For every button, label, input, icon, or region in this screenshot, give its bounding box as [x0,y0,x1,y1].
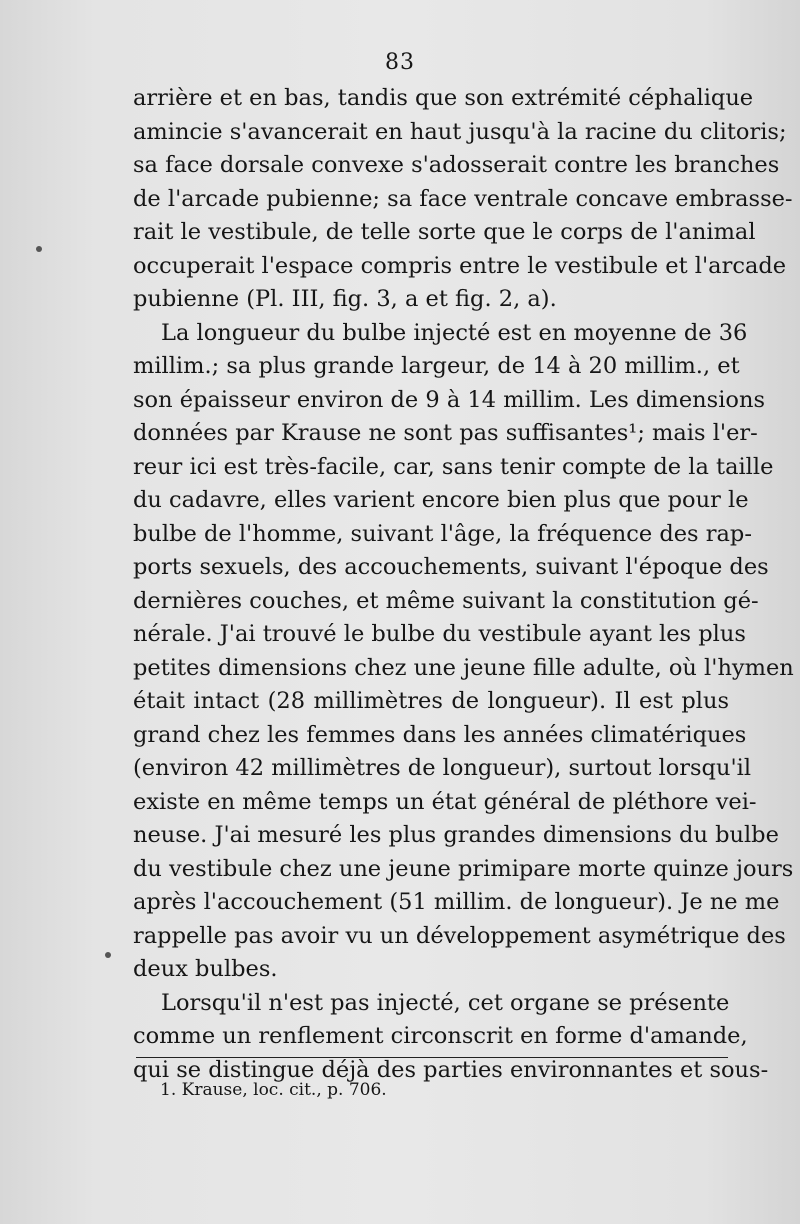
margin-speck [36,246,42,252]
text-line: bulbe de l'homme, suivant l'âge, la fréquence des rap- [133,520,752,547]
text-line: amincie s'avancerait en haut jusqu'à la racine du clitoris; [133,118,787,145]
text-line: occuperait l'espace compris entre le vestibule et l'arcade [133,252,787,279]
paragraph-start-line: La longueur du bulbe injecté est en moyenne de 36 [161,319,748,346]
text-line: reur ici est très-facile, car, sans tenir compte de la taille [133,453,774,480]
text-line: arrière et en bas, tandis que son extrémité céphalique [133,85,754,111]
text-line: deux bulbes. [133,956,278,982]
text-line: après l'accouchement (51 millim. de longueur). Je ne me [133,889,780,915]
text-line: neuse. J'ai mesuré les plus grandes dimensions du bulbe [133,822,779,848]
text-line: millim.; sa plus grande largeur, de 14 à 20 millim., et [133,353,740,379]
text-line: existe en même temps un état général de pléthore vei- [133,788,757,815]
text-line: rappelle pas avoir vu un développement asymétrique des [133,922,786,949]
text-line: données par Krause ne sont pas suffisantes¹; mais l'er- [133,420,758,446]
page-number: 83 [385,50,415,75]
margin-speck [105,952,111,958]
text-line: petites dimensions chez une jeune fille adulte, où l'hymen [133,654,794,681]
footnote: 1. Krause, loc. cit., p. 706. [160,1080,387,1100]
text-line: comme un renflement circonscrit en forme d'amande, [133,1023,748,1049]
text-line: de l'arcade pubienne; sa face ventrale concave embrasse- [133,185,793,212]
text-line: rait le vestibule, de telle sorte que le corps de l'animal [133,219,756,245]
text-line: son épaisseur environ de 9 à 14 millim. Les dimensions [133,386,765,413]
text-line: pubienne (Pl. III, fig. 3, a et fig. 2, a). [133,286,557,312]
text-line: grand chez les femmes dans les années climatériques [133,721,747,748]
text-line: (environ 42 millimètres de longueur), surtout lorsqu'il [133,755,752,781]
text-line: nérale. J'ai trouvé le bulbe du vestibule ayant les plus [133,621,746,647]
text-line: dernières couches, et même suivant la constitution gé- [133,587,759,614]
text-line: du vestibule chez une jeune primipare morte quinze jours [133,855,794,882]
text-line: sa face dorsale convexe s'adosserait contre les branches [133,152,780,178]
text-line: du cadavre, elles varient encore bien plus que pour le [133,487,749,513]
footnote-divider [136,1057,728,1058]
body-text [133,82,794,1087]
text-line: ports sexuels, des accouchements, suivant l'époque des [133,554,769,580]
text-line: était intact (28 millimètres de longueur). Il est plus [133,688,729,714]
text-line: qui se distingue déjà des parties environnantes et sous- [133,1056,769,1083]
paragraph-start-line: Lorsqu'il n'est pas injecté, cet organe se présente [161,989,730,1016]
